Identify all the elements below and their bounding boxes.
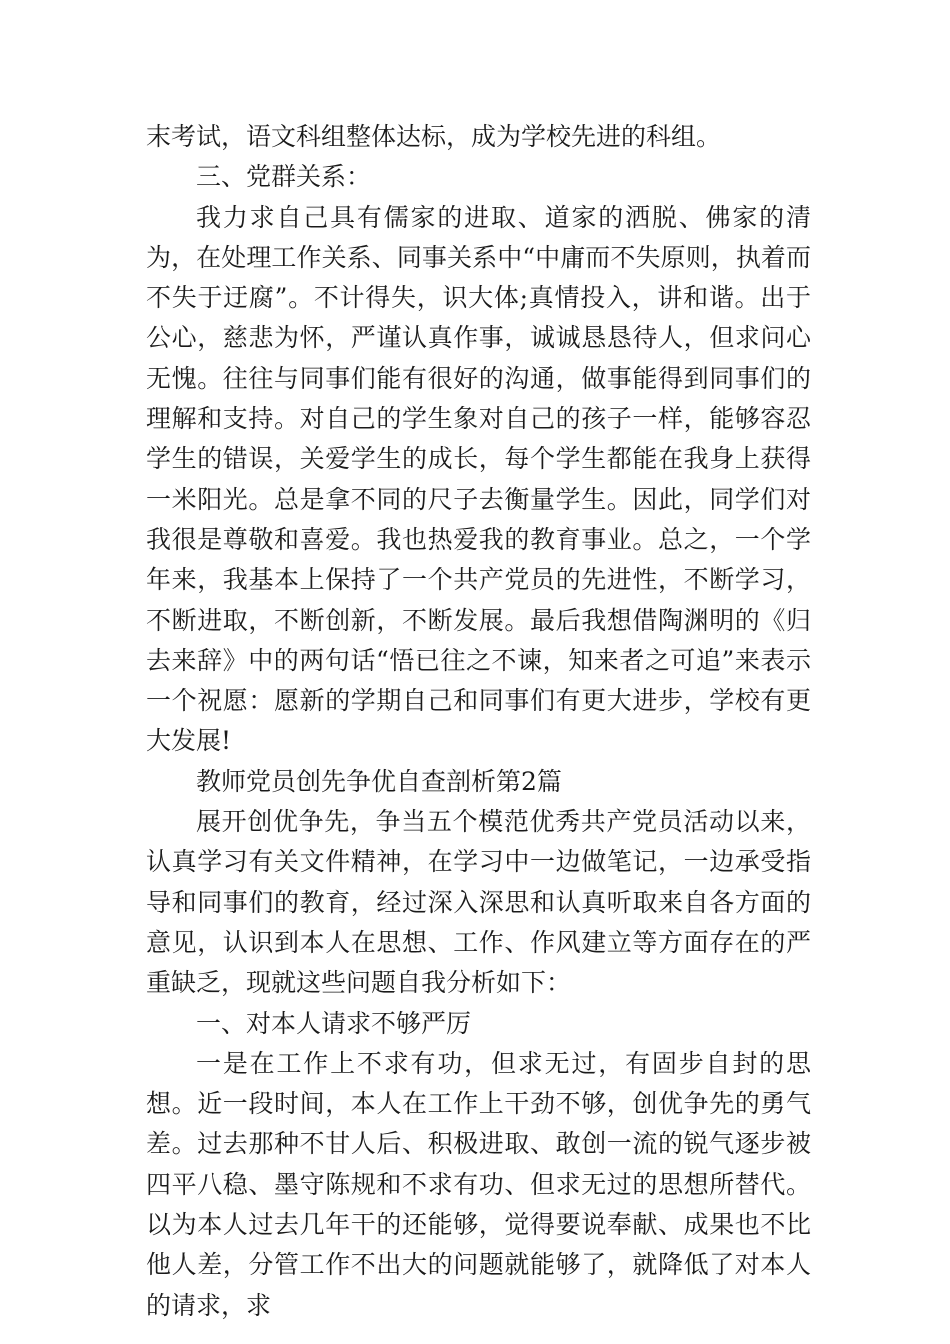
document-body (146, 117, 811, 1326)
paragraph-intro: 展开创优争先，争当五个模范优秀共产党员活动以来，认真学习有关文件精神，在学习中一边做笔记，一边承受指导和同事们的教育，经过深入深思和认真听取来自各方面的意见，认识到本人在思想、工作、作风建立等方面存在的严重缺乏，现就这些问题自我分析如下： (146, 807, 811, 998)
article-title-part-2: 教师党员创先争优自查剖析第2篇 (196, 766, 562, 796)
section-heading-self-requirement: 一、对本人请求不够严厉 (196, 1008, 472, 1038)
section-heading-party-relations: 三、党群关系： (196, 162, 372, 192)
paragraph-self-requirement: 一是在工作上不求有功，但求无过，有固步自封的思想。近一段时间，本人在工作上干劲不够，创优争先的勇气差。过去那种不甘人后、积极进取、敢创一流的锐气逐步被四平八稳、墨守陈规和不求有功、但求无过的思想所替代。以为本人过去几年干的还能够，觉得要说奉献、成果也不比他人差，分管工作不出大的问题就能够了，就降低了对本人的请求，求 (146, 1048, 811, 1320)
paragraph-party-relations: 我力求自己具有儒家的进取、道家的洒脱、佛家的清为，在处理工作关系、同事关系中“中庸而不失原则，执着而不失于迂腐”。不计得失，识大体;真情投入，讲和谐。出于公心，慈悲为怀，严谨认真作事，诚诚恳恳待人，但求问心无愧。往往与同事们能有很好的沟通，做事能得到同事们的理解和支持。对自己的学生象对自己的孩子一样，能够容忍学生的错误，关爱学生的成长，每个学生都能在我身上获得一米阳光。总是拿不同的尺子去衡量学生。因此，同学们对我很是尊敬和喜爱。我也热爱我的教育事业。总之，一个学年来，我基本上保持了一个共产党员的先进性，不断学习，不断进取，不断创新，不断发展。最后我想借陶渊明的《归去来辞》中的两句话“悟已往之不谏，知来者之可追”来表示一个祝愿：愿新的学期自己和同事们有更大进步，学校有更大发展! (146, 202, 811, 756)
paragraph-continuation: 末考试，语文科组整体达标，成为学校先进的科组。 (146, 122, 722, 151)
